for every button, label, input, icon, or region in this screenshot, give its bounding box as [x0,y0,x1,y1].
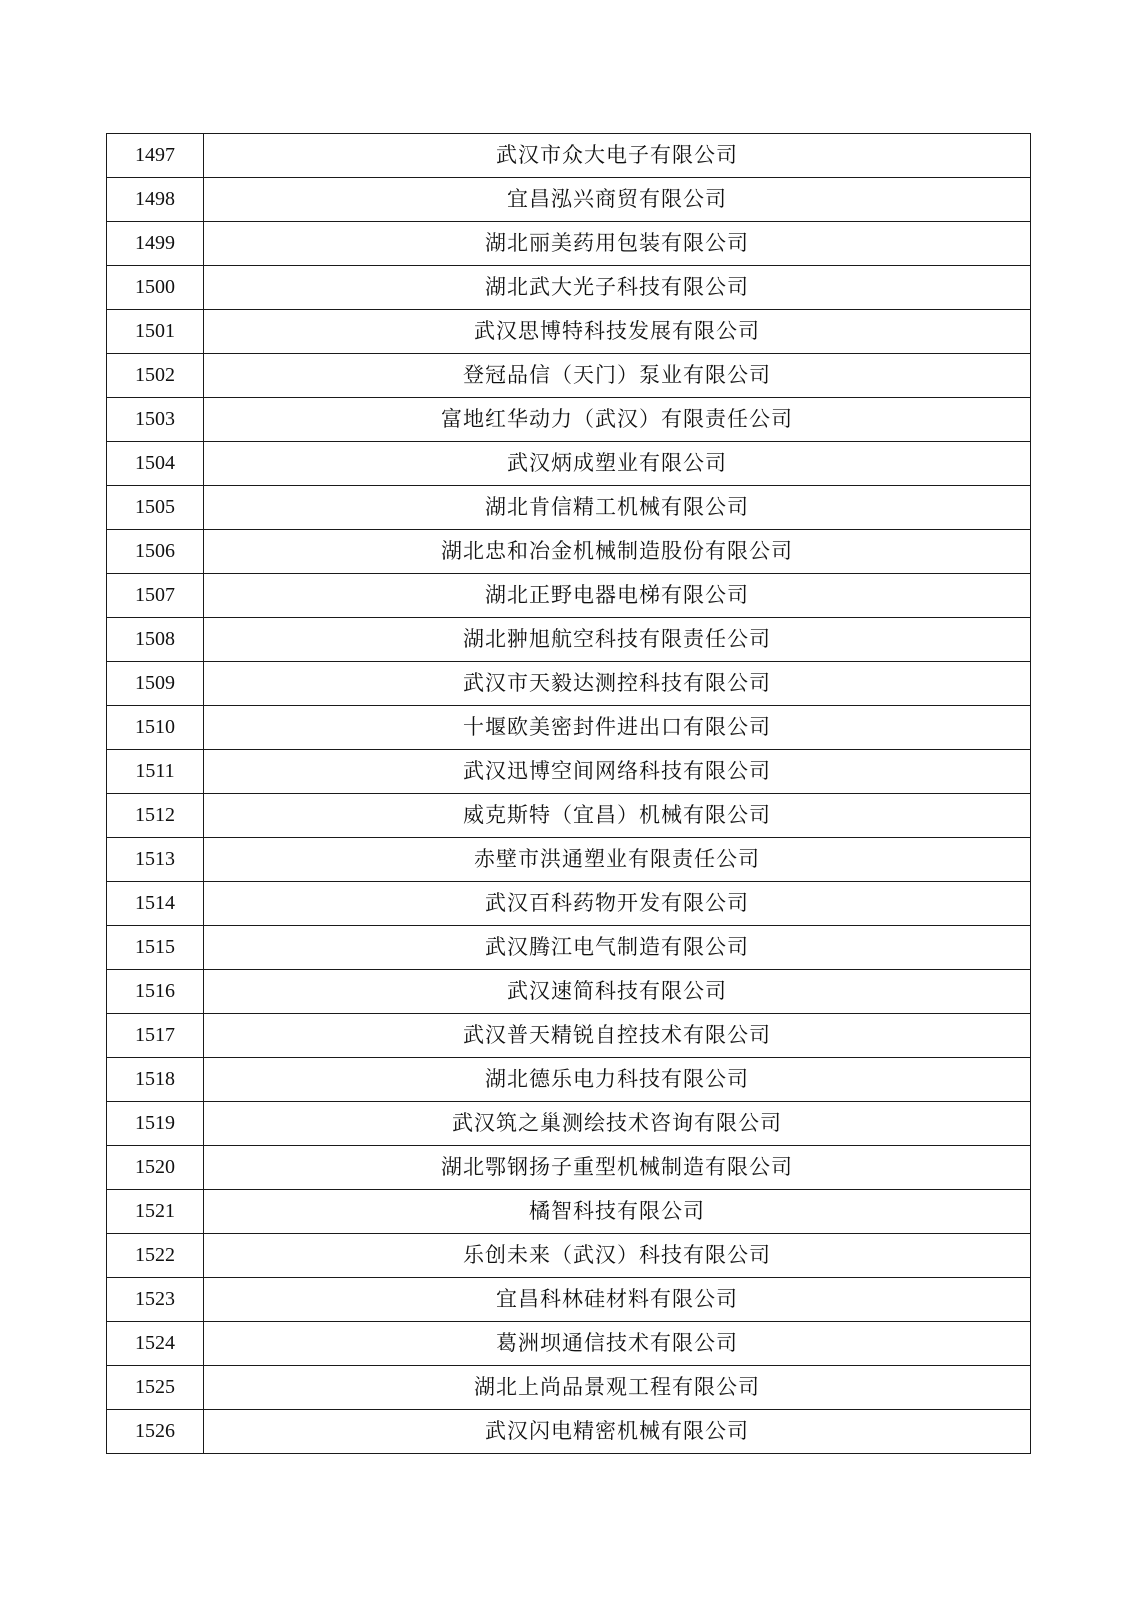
table-row [107,134,1031,178]
table-row [107,1102,1031,1146]
table-row [107,178,1031,222]
company-name-cell: 湖北肯信精工机械有限公司 [204,486,1031,530]
row-number-cell: 1513 [107,838,204,882]
row-number-cell: 1517 [107,1014,204,1058]
table-row [107,882,1031,926]
row-number-cell: 1519 [107,1102,204,1146]
row-number-cell: 1526 [107,1410,204,1454]
company-name-cell: 武汉百科药物开发有限公司 [204,882,1031,926]
company-name-cell: 威克斯特（宜昌）机械有限公司 [204,794,1031,838]
row-number-cell: 1504 [107,442,204,486]
row-number-cell: 1502 [107,354,204,398]
row-number-cell: 1515 [107,926,204,970]
row-number-cell: 1520 [107,1146,204,1190]
row-number-cell: 1508 [107,618,204,662]
table-row [107,398,1031,442]
company-name-cell: 登冠品信（天门）泵业有限公司 [204,354,1031,398]
row-number-cell: 1518 [107,1058,204,1102]
table-row [107,1146,1031,1190]
company-name-cell: 湖北武大光子科技有限公司 [204,266,1031,310]
company-name-cell: 赤壁市洪通塑业有限责任公司 [204,838,1031,882]
row-number-cell: 1514 [107,882,204,926]
row-number-cell: 1510 [107,706,204,750]
company-name-cell: 十堰欧美密封件进出口有限公司 [204,706,1031,750]
company-name-cell: 葛洲坝通信技术有限公司 [204,1322,1031,1366]
table-row [107,1278,1031,1322]
row-number-cell: 1507 [107,574,204,618]
row-number-cell: 1503 [107,398,204,442]
company-name-cell: 武汉思博特科技发展有限公司 [204,310,1031,354]
table-row [107,662,1031,706]
company-name-cell: 武汉市众大电子有限公司 [204,134,1031,178]
row-number-cell: 1506 [107,530,204,574]
company-name-cell: 武汉速简科技有限公司 [204,970,1031,1014]
company-name-cell: 武汉筑之巢测绘技术咨询有限公司 [204,1102,1031,1146]
table-row [107,1322,1031,1366]
company-name-cell: 乐创未来（武汉）科技有限公司 [204,1234,1031,1278]
table-row [107,574,1031,618]
table-row [107,222,1031,266]
row-number-cell: 1523 [107,1278,204,1322]
row-number-cell: 1501 [107,310,204,354]
company-name-cell: 橘智科技有限公司 [204,1190,1031,1234]
table-row [107,1410,1031,1454]
company-name-cell: 宜昌泓兴商贸有限公司 [204,178,1031,222]
table-row [107,1190,1031,1234]
company-name-cell: 湖北上尚品景观工程有限公司 [204,1366,1031,1410]
table-row [107,1014,1031,1058]
table-row [107,970,1031,1014]
row-number-cell: 1522 [107,1234,204,1278]
table-row [107,926,1031,970]
row-number-cell: 1498 [107,178,204,222]
table-row [107,530,1031,574]
company-name-cell: 湖北鄂钢扬子重型机械制造有限公司 [204,1146,1031,1190]
table-row [107,838,1031,882]
table-row [107,1058,1031,1102]
row-number-cell: 1511 [107,750,204,794]
table-row [107,1366,1031,1410]
company-name-cell: 武汉炳成塑业有限公司 [204,442,1031,486]
table-row [107,706,1031,750]
company-name-cell: 湖北丽美药用包装有限公司 [204,222,1031,266]
table-row [107,266,1031,310]
row-number-cell: 1525 [107,1366,204,1410]
company-name-cell: 武汉普天精锐自控技术有限公司 [204,1014,1031,1058]
company-name-cell: 武汉闪电精密机械有限公司 [204,1410,1031,1454]
row-number-cell: 1509 [107,662,204,706]
row-number-cell: 1516 [107,970,204,1014]
company-name-cell: 湖北正野电器电梯有限公司 [204,574,1031,618]
company-name-cell: 湖北翀旭航空科技有限责任公司 [204,618,1031,662]
table-row [107,486,1031,530]
row-number-cell: 1499 [107,222,204,266]
company-name-cell: 宜昌科林硅材料有限公司 [204,1278,1031,1322]
table-row [107,310,1031,354]
company-list-table [106,133,1031,1454]
table-row [107,354,1031,398]
row-number-cell: 1497 [107,134,204,178]
company-name-cell: 湖北德乐电力科技有限公司 [204,1058,1031,1102]
table-row [107,442,1031,486]
row-number-cell: 1524 [107,1322,204,1366]
table-row [107,1234,1031,1278]
row-number-cell: 1521 [107,1190,204,1234]
table-row [107,750,1031,794]
company-list-body [107,134,1031,1454]
table-row [107,618,1031,662]
row-number-cell: 1505 [107,486,204,530]
company-name-cell: 武汉市天毅达测控科技有限公司 [204,662,1031,706]
row-number-cell: 1512 [107,794,204,838]
company-name-cell: 富地红华动力（武汉）有限责任公司 [204,398,1031,442]
row-number-cell: 1500 [107,266,204,310]
company-name-cell: 武汉迅博空间网络科技有限公司 [204,750,1031,794]
company-name-cell: 湖北忠和冶金机械制造股份有限公司 [204,530,1031,574]
table-row [107,794,1031,838]
company-name-cell: 武汉腾江电气制造有限公司 [204,926,1031,970]
